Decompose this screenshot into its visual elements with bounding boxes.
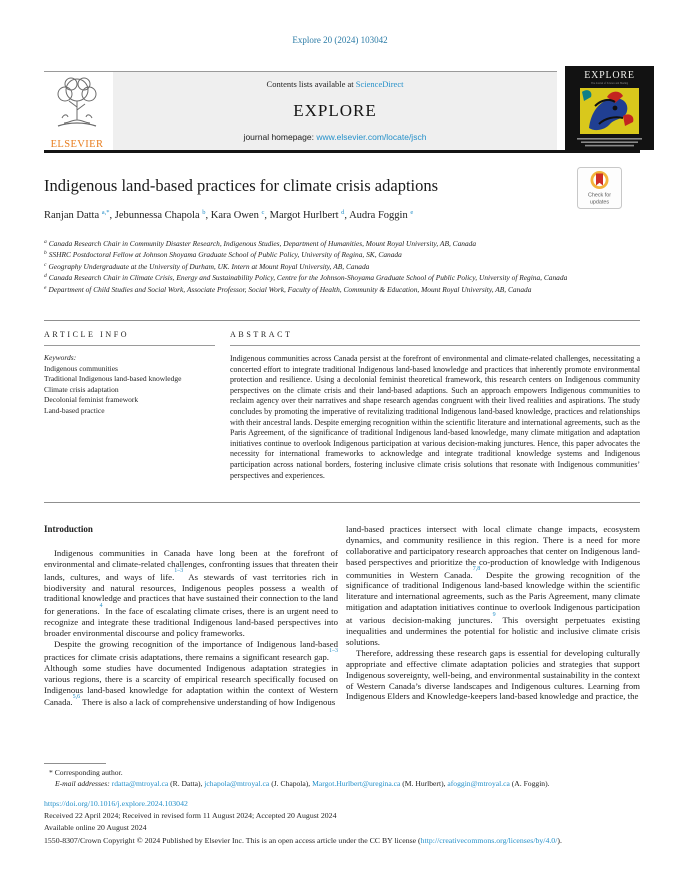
cover-subtitle: The Journal of Science and Healing [590,82,629,85]
keywords-label: Keywords: [44,353,77,362]
article-info-section [44,330,215,417]
citation-ref[interactable]: 5,6 [72,693,81,700]
email-addresses-line [44,779,640,790]
affiliation-mark: c [44,261,47,268]
affiliation [44,250,604,261]
author-affil-mark[interactable]: d [341,209,345,216]
author [211,210,270,221]
badge-label-line1: Check for [587,192,612,199]
body-columns [44,524,640,708]
affiliation-list [44,239,604,296]
author-name: Margot Hurlbert [269,210,339,221]
affiliation [44,239,604,250]
affiliation-text: Department of Child Studies and Social Work, Associate Professor, Social Work, Faculty of Health, Community & Education, Mount Royal University, AB, Canada [48,284,532,294]
check-for-updates-badge[interactable] [577,167,622,209]
abstract-section [230,330,640,481]
email-link[interactable]: Margot.Hurlbert@uregina.ca [312,778,401,788]
citation-ref[interactable]: 7,8 [472,566,481,573]
contents-line [113,79,557,89]
author [270,210,349,221]
journal-homepage-link[interactable]: www.elsevier.com/locate/jsch [316,132,427,142]
body-paragraph: Therefore, addressing these research gaps is essential for developing culturally appropriate and effective climate adaptation policies and strategies that support Indigenous sovereignty, well-being, and environmental sustainability in the context of Western Canada’s diverse landscapes and Indigenous cultures. Learning from Indigenous Elders and Knowledge-keepers land-based knowledge and practice, the [346,647,640,702]
affiliation-text: Canada Research Chair in Climate Crisis, Energy and Sustainability Policy, Centre for the Johnson-Shoyama Graduate School of Public Policy, University of Regina, Canada [48,273,568,283]
affiliation [44,273,604,284]
keyword: Indigenous communities [44,363,118,373]
body-paragraph: Despite the growing recognition of the importance of Indigenous land-based practices for climate crisis adaptations, there remains a significant research gap.$^{1-3}$ Although some studies have documented Indigenous adaptation strategies in various regions, there is a scarcity of empirical research specifically focused on Indigenous land-based knowledge for adaptation within the context of Western Canada.$^{5,6}$ There is also a lack of comprehensive understanding of how Indigenous [44,639,338,708]
affiliation [44,262,604,273]
body-left-column [44,524,338,708]
cover-title: EXPLORE [584,70,635,81]
keyword: Decolonial feminist framework [44,395,139,405]
author-affil-mark[interactable]: c [261,209,265,216]
corresponding-author-note: * Corresponding author. [49,768,123,777]
available-online: Available online 20 August 2024 [44,823,147,833]
author [115,210,211,221]
keywords-block [44,353,215,417]
affiliation-text: Canada Research Chair in Community Disaster Research, Indigenous Studies, Department of Humanities, Mount Royal University, AB, Canada [48,239,477,248]
email-link[interactable]: jchapola@mtroyal.ca [204,778,270,788]
page-title: Indigenous land-based practices for climate crisis adaptions [44,176,439,195]
elsevier-tree-icon [48,74,106,134]
email-link[interactable]: rdatta@mtroyal.ca [111,778,169,788]
copyright-close: ). [557,835,562,845]
email-owner: (J. Chapola), [271,778,311,788]
journal-name: EXPLORE [293,100,377,120]
citation-ref[interactable]: 1–3 [329,648,338,655]
journal-cover-thumbnail[interactable] [565,66,654,150]
affiliation-mark: d [44,273,47,280]
license-link[interactable]: http://creativecommons.org/licenses/by/4.0/ [420,835,558,845]
author [349,210,413,221]
affiliation [44,285,604,296]
author-name: Jebunnessa Chapola [114,210,200,221]
body-paragraph: land-based practices intersect with local climate change impacts, ecosystem dynamics, and community resilience in this region. There is a need for more collaborative and participatory research approaches that center on Indigenous land-based perspectives and prioritize the co-production of knowledge with Indigenous communities in Western Canada.$^{7,8}$ Despite the growing recognition of the significance of traditional Indigenous land-based knowledge within the scientific literature and international agreements, such as the Paris Agreement, many climate mitigation and adaptation initiatives continue to overlook Indigenous participation at various decision-making junctures.$^9$ This oversight perpetuates existing inequalities and undermines the potential for holistic and inclusive climate crisis solutions. [346,524,641,647]
received-dates: Received 22 April 2024; Received in revised form 11 August 2024; Accepted 20 August 2024 [44,811,337,821]
author-affil-mark[interactable]: b [202,209,206,216]
affiliation-text: Geography Undergraduate at the University of Durham, UK. Intern at Mount Royal University, AB, Canada [48,261,370,271]
email-owner: (M. Hurlbert), [402,778,446,788]
copyright-text: 1550-8307/Crown Copyright © 2024 Published by Elsevier Inc. This is an open access article under the CC BY license ( [44,835,421,845]
citation-ref[interactable]: 1–3 [174,568,184,575]
affiliation-mark: a [44,239,47,245]
doi-link[interactable]: https://doi.org/10.1016/j.explore.2024.103042 [44,799,188,808]
elsevier-wordmark: ELSEVIER [50,139,104,150]
sciencedirect-link[interactable]: ScienceDirect [355,79,404,89]
keyword: Climate crisis adaptation [44,384,119,394]
body-paragraph: Indigenous communities in Canada have long been at the forefront of environmental and climate-related challenges, confronting issues that threaten their lands, cultures, and ways of life.$^{1-3}$ As stewards of vast territories rich in biodiversity and natural resources, Indigenous peoples possess a wealth of traditional knowledge and practices that have sustained their connection to the land for generations.$^4$ In the face of escalating climate crises, there is an urgent need to recognize and integrate these traditional Indigenous land-based perspectives into broader environmental discourse and policy frameworks. [44,547,338,639]
info-block-top-rule [44,320,640,321]
affiliation-mark: e [44,284,47,291]
journal-citation-link[interactable]: Explore 20 (2024) 103042 [292,35,388,45]
homepage-prefix: journal homepage: [243,132,314,142]
email-owner: (R. Datta), [170,778,203,788]
header-divider [44,150,640,153]
footer-block [44,798,640,847]
article-info-heading: ARTICLE INFO [44,330,215,346]
abstract-heading: ABSTRACT [230,330,640,346]
footnote-block [44,763,640,789]
journal-banner [113,72,557,150]
author-affil-mark[interactable]: e [410,209,414,216]
email-link[interactable]: afoggin@mtroyal.ca [447,778,510,788]
contents-prefix: Contents lists available at [266,79,354,89]
cover-footer-lines [577,138,642,146]
emails-label: E-mail addresses: [55,778,110,788]
author-list [44,210,604,221]
keyword: Land-based practice [44,405,105,415]
citation-ref[interactable]: 4 [99,602,103,609]
affiliation-text: SSHRC Postdoctoral Fellow at Johnson Shoyama Graduate School of Public Policy, University of Regina, SK, Canada [48,250,402,260]
author [44,210,115,221]
copyright-line [44,835,640,847]
citation-ref[interactable]: 9 [492,611,496,618]
abstract-text: Indigenous communities across Canada persist at the forefront of environmental and climate-related challenges, necessitating a concerted effort to integrate traditional Indigenous land-based knowledge and practices that inherently promote environmental protection and resilience. Using a decolonial feminist theoretical framework, this research centers on Indigenous community perspectives on the climate crisis and their land-based adaptions. Such an approach empowers Indigenous communities to reclaim agency over their narratives and shape research agendas congruent with their lived realities and aspirations. The study concludes by promoting the imperative of revitalizing traditional Indigenous land-based knowledge, practices and relationships with their ancestral lands. Despite emerging recognition within the scientific literature and international agreements, such as the Paris Agreement, of the significance of traditional Indigenous land-based knowledge, many climate mitigation and adaptation initiatives continue to overlook Indigenous participation at various decision-making junctures. Hence, this paper advocates the necessity for international frameworks to acknowledge and integrate traditional knowledge systems and Indigenous participation across national borders, fostering inclusive climate crisis solutions that resonate with Indigenous communities’ perspectives and experiences. [230,354,640,480]
footnote-rule [44,763,106,764]
info-block-bottom-rule [44,502,640,503]
author-name: Ranjan Datta [44,210,100,221]
author-name: Kara Owen [210,210,259,221]
keyword: Traditional Indigenous land-based knowledge [44,374,182,384]
author-affil-mark[interactable]: a,* [101,209,110,216]
badge-label-line2: updates [589,199,610,206]
body-right-column [346,524,640,708]
cover-artwork [580,88,639,134]
section-heading-introduction: Introduction [44,524,93,534]
email-owner: (A. Foggin). [511,778,550,788]
affiliation-mark: b [44,250,47,257]
author-name: Audra Foggin [349,210,408,221]
elsevier-logo [44,74,110,150]
homepage-line [113,132,557,142]
